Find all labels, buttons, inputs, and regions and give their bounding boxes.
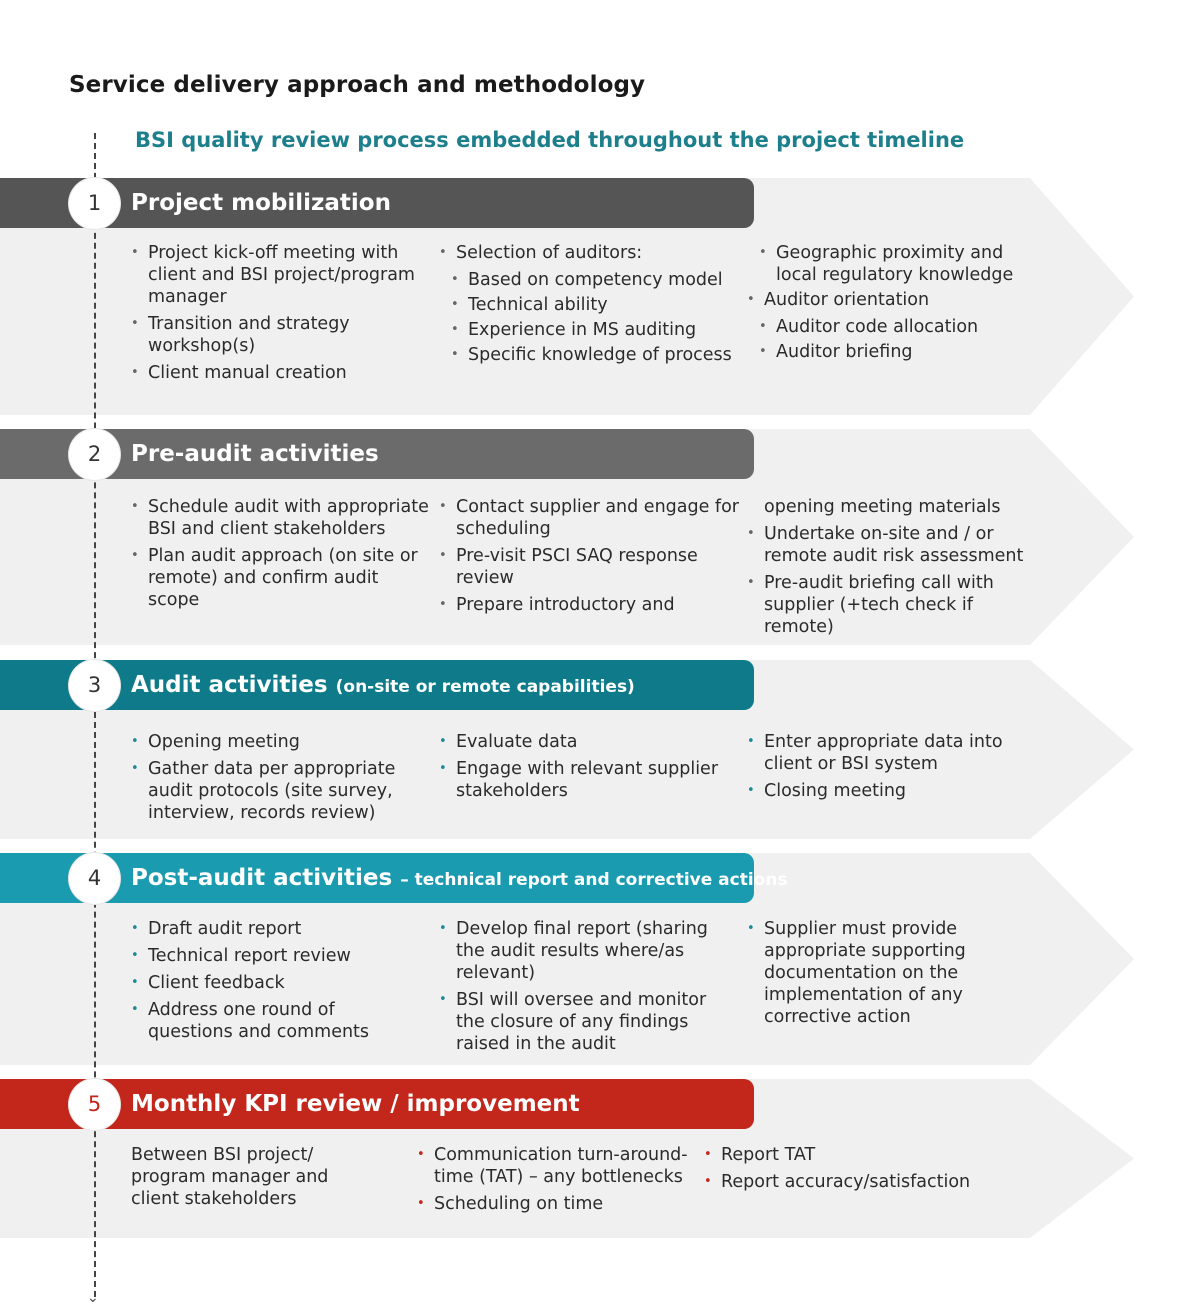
list-item: • Communication turn-around-time (TAT) – any bottlenecks — [417, 1144, 707, 1188]
timeline-arrow-down-icon: ⌄ — [87, 1290, 99, 1304]
list-item: • Closing meeting — [747, 780, 1037, 802]
stage-2-column-3 — [747, 496, 1037, 643]
list-item: • Undertake on-site and / or remote audit risk assessment — [747, 523, 1037, 567]
stage-1-column-1 — [131, 242, 421, 389]
stage-title: Monthly KPI review / improvement — [131, 1091, 580, 1117]
stage-4-column-3 — [747, 918, 972, 1033]
stage-3-column-2 — [439, 731, 739, 807]
stage-4-column-1 — [131, 918, 421, 1048]
stage-title: Pre-audit activities — [131, 441, 379, 467]
list-item: • Develop final report (sharing the audit results where/as relevant) — [439, 918, 739, 984]
list-item: • Engage with relevant supplier stakeholders — [439, 758, 739, 802]
stage-4-column-2 — [439, 918, 739, 1060]
list-item: • Technical report review — [131, 945, 421, 967]
list-item: • Report TAT — [704, 1144, 1004, 1166]
list-item: • Address one round of questions and comments — [131, 999, 421, 1043]
list-item: • Opening meeting — [131, 731, 421, 753]
list-subitem: • Technical ability — [439, 294, 739, 316]
stage-2-column-2 — [439, 496, 739, 621]
list-item: • Pre-audit briefing call with supplier (+tech check if remote) — [747, 572, 1037, 638]
stage-1-column-3 — [747, 242, 1037, 366]
list-item: • Project kick-off meeting with client and BSI project/program manager — [131, 242, 421, 308]
stage-3-column-1 — [131, 731, 421, 829]
stage-4-post-audit — [0, 853, 1200, 1065]
list-subitem: • Specific knowledge of process — [439, 344, 739, 366]
stage-5-intro-text: Between BSI project/ program manager and client stakeholders — [131, 1145, 329, 1209]
list-item-continued: opening meeting materials — [764, 497, 1001, 517]
list-item: • Schedule audit with appropriate BSI and client stakeholders — [131, 496, 431, 540]
page-title: Service delivery approach and methodology — [69, 72, 646, 98]
stage-1-column-2 — [439, 242, 739, 369]
stage-title: Post-audit activities – technical report and corrective actions — [131, 865, 788, 891]
list-item: • Client manual creation — [131, 362, 421, 384]
stage-number-circle: 2 — [69, 429, 120, 480]
list-item: • Supplier must provide appropriate supporting documentation on the implementation of any corrective action — [747, 918, 972, 1028]
list-subitem: • Based on competency model — [439, 269, 739, 291]
list-item: • Plan audit approach (on site or remote) and confirm audit scope — [131, 545, 431, 611]
stage-title: Audit activities (on-site or remote capabilities) — [131, 672, 635, 698]
list-item: • Prepare introductory and — [439, 594, 739, 616]
list-subitem: • Auditor code allocation — [747, 316, 1037, 338]
stage-number-circle: 5 — [69, 1079, 120, 1130]
list-item: • Auditor orientation — [747, 289, 1037, 311]
list-subitem: • Experience in MS auditing — [439, 319, 739, 341]
list-subitem: • Auditor briefing — [747, 341, 1037, 363]
stage-1-project-mobilization — [0, 178, 1200, 415]
list-item: • Client feedback — [131, 972, 421, 994]
stage-5-column-3 — [704, 1144, 1004, 1198]
list-item: • Transition and strategy workshop(s) — [131, 313, 421, 357]
stage-5-column-2 — [417, 1144, 707, 1220]
list-item: • Contact supplier and engage for scheduling — [439, 496, 739, 540]
list-item: • Pre-visit PSCI SAQ response review — [439, 545, 739, 589]
list-item: • Evaluate data — [439, 731, 739, 753]
list-item: • BSI will oversee and monitor the closure of any findings raised in the audit — [439, 989, 739, 1055]
stage-number-circle: 1 — [69, 178, 120, 229]
stage-5-kpi-review — [0, 1079, 1200, 1238]
stage-2-column-1 — [131, 496, 431, 616]
list-item: • Draft audit report — [131, 918, 421, 940]
stage-3-audit-activities — [0, 660, 1200, 839]
stage-3-column-3 — [747, 731, 1037, 807]
stage-2-pre-audit — [0, 429, 1200, 645]
stage-title: Project mobilization — [131, 190, 391, 216]
list-item: • Report accuracy/satisfaction — [704, 1171, 1004, 1193]
list-item: • Selection of auditors: — [439, 242, 739, 264]
stage-number-circle: 4 — [69, 853, 120, 904]
list-item: • Enter appropriate data into client or BSI system — [747, 731, 1037, 775]
list-item: • Scheduling on time — [417, 1193, 707, 1215]
stage-number-circle: 3 — [69, 660, 120, 711]
list-subitem: • Geographic proximity and local regulatory knowledge — [747, 242, 1037, 286]
list-item: • Gather data per appropriate audit protocols (site survey, interview, records review) — [131, 758, 421, 824]
diagram-subtitle: BSI quality review process embedded throughout the project timeline — [135, 128, 965, 152]
